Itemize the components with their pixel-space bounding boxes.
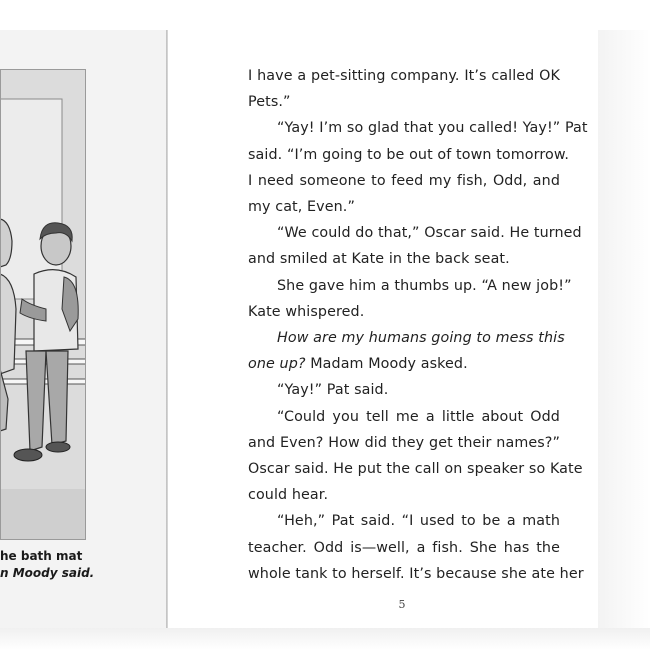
italic-text: How are my humans going to mess this <box>277 330 565 347</box>
page-shadow <box>0 628 650 650</box>
text-line <box>248 89 560 115</box>
page-edge-shade <box>598 30 650 628</box>
text-line <box>248 482 560 508</box>
text-line <box>248 535 560 561</box>
text-run: I need someone to feed my fish, Odd, and <box>248 172 560 189</box>
body-text <box>248 63 588 587</box>
text-line <box>248 142 569 168</box>
text-line <box>248 168 560 194</box>
text-run: whole tank to herself. It’s because she ate her <box>248 565 584 582</box>
caption-line: he bath mat <box>0 549 83 563</box>
text-line <box>248 63 560 89</box>
text-run: Pets.” <box>248 94 291 111</box>
text-line <box>248 115 588 141</box>
text-run: could hear. <box>248 487 329 504</box>
text-line <box>248 351 560 377</box>
page-number: 5 <box>398 598 406 611</box>
text-run: Kate whispered. <box>248 303 365 320</box>
text-run: teacher. Odd is—well, a fish. She has the <box>248 539 560 556</box>
text-run: “Yay! I’m so glad that you called! Yay!” Pat <box>277 120 588 137</box>
text-run: Madam Moody asked. <box>305 356 468 373</box>
text-run: “Could you tell me a little about Odd <box>277 408 560 425</box>
text-line <box>248 430 560 456</box>
caption-line: n Moody said. <box>0 566 95 580</box>
text-line <box>248 508 560 534</box>
text-run: She gave him a thumbs up. “A new job!” <box>277 277 572 294</box>
text-run: my cat, Even.” <box>248 199 355 216</box>
text-run: said. “I’m going to be out of town tomorrow. <box>248 146 569 163</box>
text-run: and Even? How did they get their names?” <box>248 434 560 451</box>
text-run: I have a pet-sitting company. It’s called OK <box>248 68 560 84</box>
text-run: Oscar said. He put the call on speaker so Kate <box>248 461 583 478</box>
text-line <box>248 299 560 325</box>
text-run: “Yay!” Pat said. <box>277 382 389 399</box>
text-line <box>248 377 560 403</box>
text-run: “Heh,” Pat said. “I used to be a math <box>277 513 560 530</box>
text-line <box>248 456 583 482</box>
illustration <box>0 69 86 540</box>
text-line <box>248 325 565 351</box>
text-line <box>248 561 584 587</box>
text-line <box>248 220 582 246</box>
text-run: “We could do that,” Oscar said. He turned <box>277 225 582 242</box>
text-line <box>248 246 560 272</box>
text-line <box>248 273 572 299</box>
text-line <box>248 404 560 430</box>
text-line <box>248 194 560 220</box>
italic-text: one up? <box>248 356 306 373</box>
text-run: and smiled at Kate in the back seat. <box>248 251 510 268</box>
illustration-caption <box>0 548 110 582</box>
